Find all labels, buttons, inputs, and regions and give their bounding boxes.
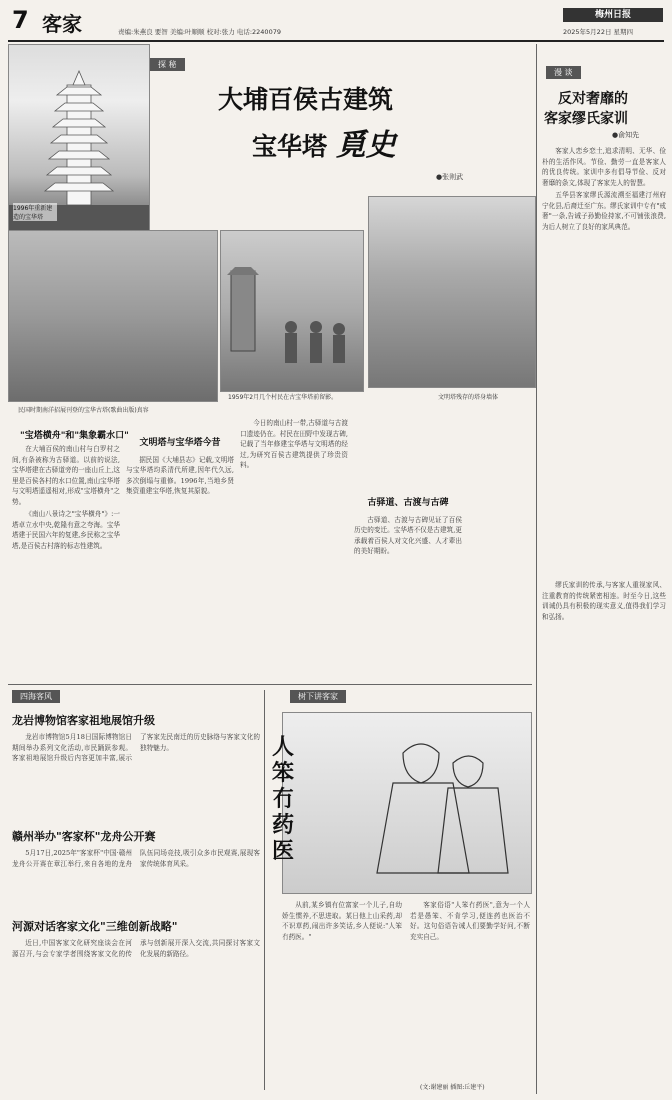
feature-column-tag: 探 秘: [150, 58, 185, 71]
photo-villagers: [220, 230, 364, 392]
regional-p1-col: [12, 732, 260, 812]
right-body-3: 缪氏家训的传承,与客家人重视家风、注重教育的传统紧密相连。时至今日,这些训诫仍具有积极的现实意义,值得我们学习和弘扬。: [542, 581, 666, 621]
feature-sub3: 古驿道、古渡与古碑: [367, 498, 449, 508]
regional-p2: 5月17日,2025年"客家杯"中国·赣州龙舟公开赛在章江举行,来自各地的龙舟队伍同场竞技,吸引众多市民观赛,展现客家传统体育风采。: [12, 849, 260, 868]
paper-logo: [563, 8, 663, 22]
tower-photo-caption: 1996年重新建造的宝华塔: [13, 203, 57, 221]
feature-title-big: 覓史: [335, 128, 396, 163]
feature-title-tower: 宝华塔: [252, 132, 328, 161]
caption-left: 民国时期南洋招展刊登的宝华古塔(歌曲出版)真容: [18, 407, 149, 414]
regional-p3: 近日,中国客家文化研究座谈会在河源召开,与会专家学者围绕客家文化的传承与创新展开深入交流,共同探讨客家文化发展的新路径。: [12, 939, 260, 958]
page-number: 7: [12, 6, 29, 34]
feature-col4-text: 今日的南山村一带,古驿道与古渡口遗迹仍在。村民在田野中发现古碑,记载了当年修建宝华塔与文明塔的经过,为研究百侯古建筑提供了珍贵资料。: [240, 419, 348, 469]
essay-column-tag: 树下讲客家: [290, 690, 346, 703]
right-body: [542, 146, 666, 526]
essay-divider: [264, 690, 265, 1090]
regional-h3: 河源对话客家文化"三维创新战略": [12, 920, 178, 933]
scholars-illustration-icon: [283, 713, 531, 893]
feature-col3: [240, 418, 348, 648]
essay-body-1: 从前,某乡镇有位富家一个儿子,自幼娇生惯养,不思进取。某日他上山采药,却不识草药,闹出许多笑话,乡人便说:"人笨冇药医。": [282, 901, 402, 941]
feature-col3-text: 据民国《大埔县志》记载,文明塔与宝华塔均系清代所建,因年代久远,多次倒塌与重修。1996年,当地乡贤集资重建宝华塔,恢复其原貌。: [126, 455, 234, 495]
regional-p2-col: [12, 848, 260, 908]
regional-h1: 龙岩博物馆客家祖地展馆升级: [12, 714, 155, 727]
staff-line: 责编:朱燕良 要智 美编:叶顺顺 校对:张力 电话:2240079: [118, 28, 281, 36]
right-column-tag: 漫 谈: [546, 66, 581, 79]
right-body-2: 五华县客家缪氏源流溯至福建汀州府宁化县,后裔迁至广东。缪氏家训中专有"戒奢"一条,告诫子孙勤俭持家,不可铺张浪费,为后人树立了良好的家风典范。: [542, 191, 666, 231]
feature-col1: [12, 444, 120, 650]
photo-ancient-tower: [8, 230, 218, 402]
feature-col1-text: 在大埔百侯的南山村与白罗村之间,有条被称为古驿道。以前的说法,宝华塔建在古驿道旁的一座山丘上,这里是百侯各村的水口位置,南山宝华塔与文明塔遥遥相对,形成"宝塔横舟"之势。: [12, 445, 120, 506]
feature-title-line1: 大埔百侯古建筑: [218, 85, 394, 114]
feature-sub1: "宝塔横舟"和"集象霸水口": [20, 431, 129, 441]
regional-h2: 赣州举办"客家杯"龙舟公开赛: [12, 830, 156, 843]
right-body-1: 客家人恋乡恋土,追求清明、无华、俭朴的生活作风。节俭、勤劳一直是客家人的优良传统。家训中多有倡导节俭、反对奢靡的条文,体现了客家先人的智慧。: [542, 147, 666, 187]
caption-right: 文明塔残存的塔身墙体: [438, 394, 499, 401]
essay-illustration: [282, 712, 532, 894]
regional-p1: 龙岩市博物馆5月18日国际博物馆日期间举办系列文化活动,市民踊跃参观。客家祖地展馆升级后内容更加丰富,展示了客家先民南迁的历史脉络与客家文化的独特魅力。: [12, 733, 260, 762]
lower-divider: [8, 684, 532, 685]
right-title-line1: 反对奢靡的: [558, 91, 628, 107]
essay-body: [282, 900, 530, 1076]
right-body-lower: [542, 580, 666, 1080]
right-author: ●俞知先: [612, 131, 640, 139]
section-name: 客家: [42, 12, 82, 36]
regional-column-tag: 四海客风: [12, 690, 60, 703]
photo-wall-ruins: [368, 196, 536, 388]
villagers-tower-icon: [221, 231, 363, 391]
caption-mid: 1959年2月几个村民在古宝华塔前留影。: [228, 394, 338, 401]
feature-title-line2: [252, 120, 396, 164]
essay-author: (文:谢建丽 插图:丘建平): [420, 1084, 485, 1091]
essay-title: 人笨冇药医: [272, 734, 295, 864]
feature-col2-text: 《南山八景诗之"宝华横舟"》:一塔卓立水中央,乾隆有意之夸海。宝华塔建于民国六年的复建,乡民称之宝华塔,是百侯古村落的标志性建筑。: [12, 510, 120, 550]
masthead: [8, 6, 664, 42]
right-title-line2: 客家缪氏家训: [544, 111, 628, 127]
feature-col4: [354, 418, 462, 648]
tower-photo: [8, 44, 150, 232]
paper-name: 梅州日报: [594, 10, 631, 20]
feature-author: ●张则武: [436, 173, 464, 181]
issue-date: 2025年5月22日 星期四: [563, 28, 634, 36]
feature-col2: [126, 418, 234, 648]
feature-col5-text: 古驿道、古渡与古碑见证了百侯历史的变迁。宝华塔不仅是古建筑,更承载着百侯人对文化兴盛、人才辈出的美好期盼。: [354, 515, 462, 555]
right-column-divider: [536, 44, 537, 1094]
essay-body-2: 客家俗语"人笨冇药医",意为一个人若是愚笨、不肯学习,便连药也医治不好。这句俗语告诫人们要勤学好问,不断充实自己。: [410, 901, 530, 941]
feature-sub2: 文明塔与宝华塔今昔: [139, 438, 221, 448]
regional-p3-col: [12, 938, 260, 1088]
